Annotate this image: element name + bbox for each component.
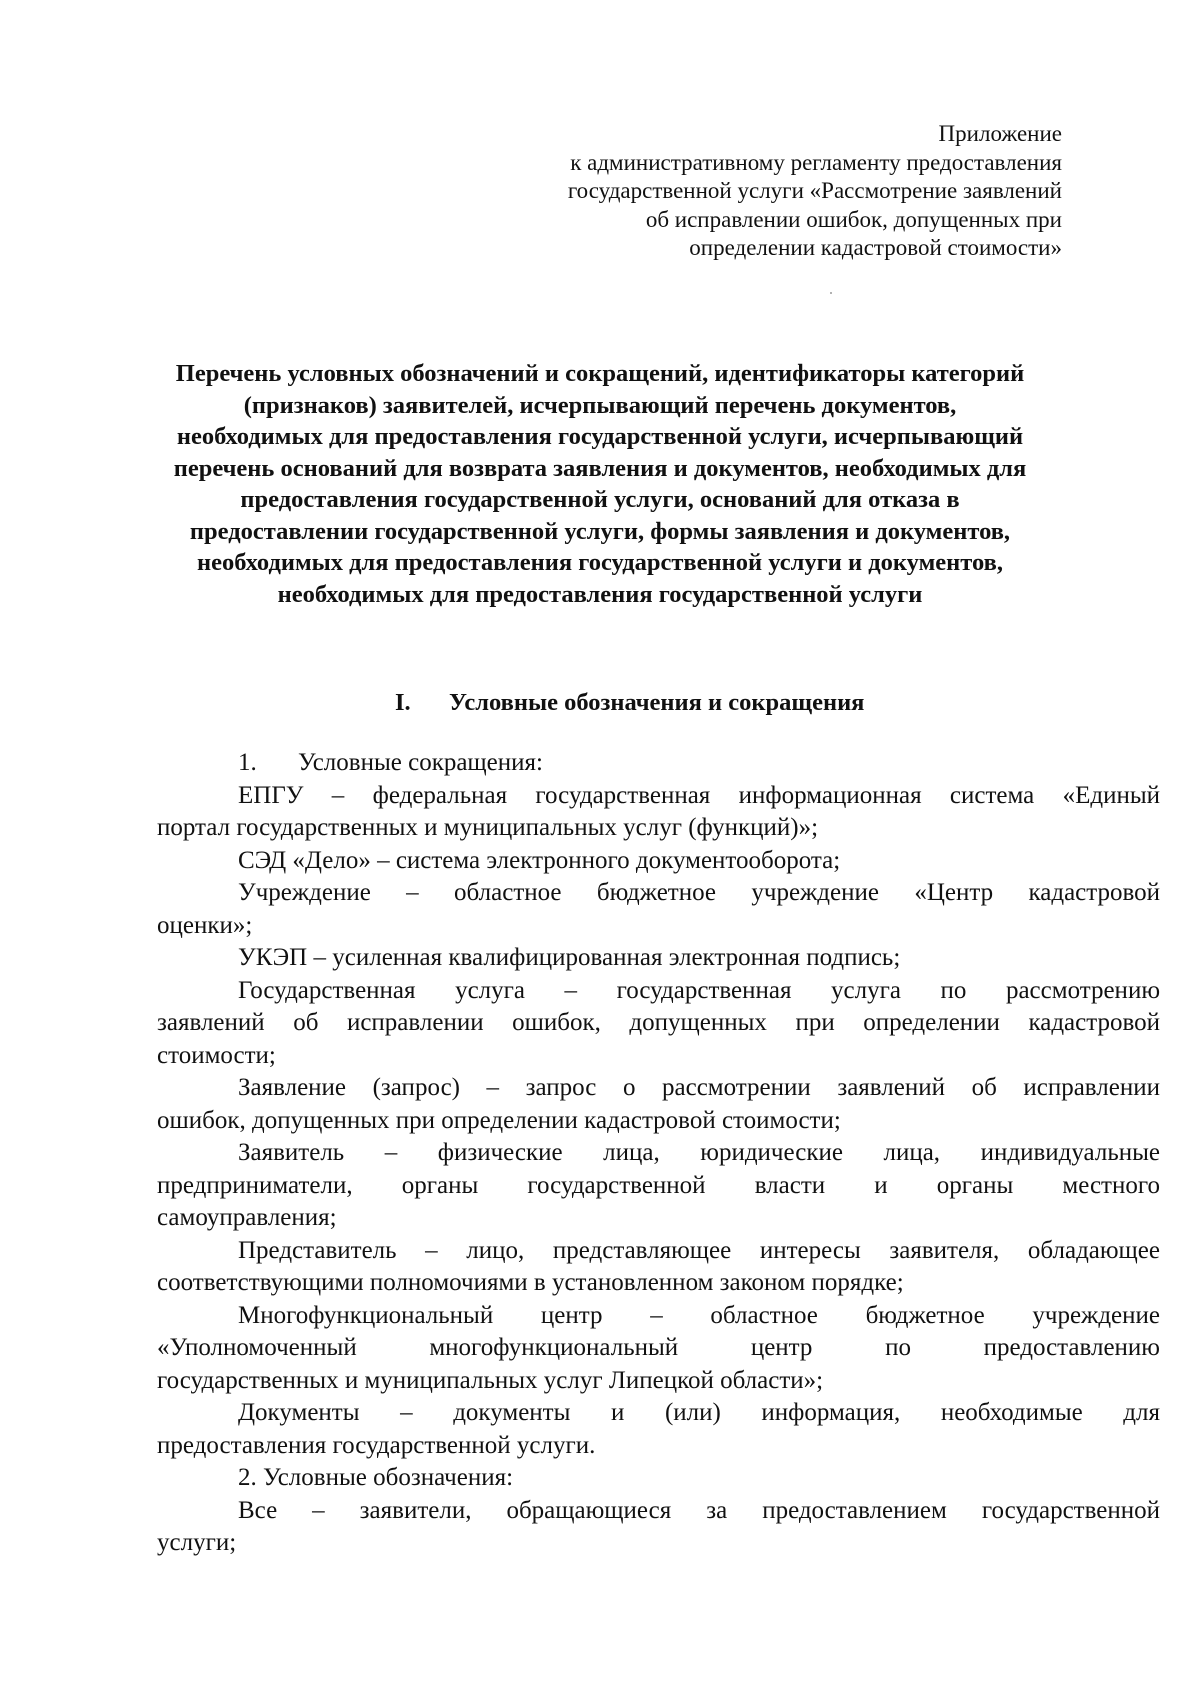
- appendix-line: определении кадастровой стоимости»: [689, 235, 1062, 260]
- definition-line: оценки»;: [157, 911, 253, 939]
- definition-line: Заявитель – физические лица, юридические лица, индивидуальные: [238, 1139, 1160, 1166]
- definition-mfc: [157, 1300, 1160, 1398]
- document-body: [157, 747, 1160, 1560]
- definition-line: соответствующими полномочиями в установленном законом порядке;: [157, 1269, 904, 1296]
- section-title: Условные обозначения и сокращения: [449, 689, 865, 716]
- definition-line: Представитель – лицо, представляющее интересы заявителя, обладающее: [238, 1236, 1160, 1264]
- definition-line: УКЭП – усиленная квалифицированная электронная подпись;: [238, 944, 901, 971]
- definition-dokumenty: [157, 1397, 1160, 1462]
- item-1-label: Условные сокращения:: [298, 749, 543, 776]
- definition-line: Многофункциональный центр – областное бюджетное учреждение: [238, 1301, 1160, 1329]
- definition-line: Заявление (запрос) – запрос о рассмотрении заявлений об исправлении: [238, 1074, 1160, 1101]
- definition-line: Документы – документы и (или) информация, необходимые для: [238, 1399, 1160, 1426]
- definition-line: услуги;: [157, 1529, 237, 1556]
- definition-line: предоставления государственной услуги.: [157, 1431, 596, 1459]
- title-line: предоставления государственной услуги, оснований для отказа в: [240, 486, 960, 513]
- title-line: (признаков) заявителей, исчерпывающий перечень документов,: [243, 391, 957, 419]
- title-line: перечень оснований для возврата заявления и документов, необходимых для: [173, 454, 1027, 482]
- title-line: необходимых для предоставления государственной услуги, исчерпывающий: [176, 423, 1024, 450]
- definition-line: ошибок, допущенных при определении кадастровой стоимости;: [157, 1106, 841, 1134]
- document-title: [150, 358, 1050, 610]
- appendix-line: к административному регламенту предоставления: [570, 149, 1062, 175]
- definition-line: портал государственных и муниципальных услуг (функций)»;: [157, 814, 819, 841]
- definition-epgu: [157, 780, 1160, 845]
- item-2-heading: 2. Условные обозначения:: [238, 1464, 514, 1491]
- section-number: I.: [395, 689, 411, 716]
- scan-speck: [830, 292, 832, 294]
- appendix-line: Приложение: [938, 121, 1062, 146]
- definition-line: ЕПГУ – федеральная государственная информационная система «Единый: [238, 781, 1160, 809]
- definition-sed: [157, 845, 1160, 878]
- definition-line: Все – заявители, обращающиеся за предоставлением государственной: [238, 1496, 1160, 1524]
- definition-uchrezhdenie: [157, 877, 1160, 942]
- definition-line: самоуправления;: [157, 1204, 337, 1231]
- definition-gosusluga: [157, 975, 1160, 1073]
- definition-line: Учреждение – областное бюджетное учреждение «Центр кадастровой: [238, 879, 1160, 906]
- definition-line: «Уполномоченный многофункциональный центр по предоставлению: [157, 1334, 1160, 1361]
- definition-zayavitel: [157, 1137, 1160, 1235]
- title-line: необходимых для предоставления государственной услуги: [277, 580, 923, 608]
- definition-ukep: [157, 942, 1160, 975]
- item-1-number: 1.: [238, 749, 257, 776]
- definition-line: заявлений об исправлении ошибок, допущенных при определении кадастровой: [157, 1009, 1160, 1036]
- title-line: Перечень условных обозначений и сокращений, идентификаторы категорий: [175, 360, 1025, 387]
- title-line: необходимых для предоставления государственной услуги и документов,: [197, 549, 1003, 576]
- definition-predstavitel: [157, 1235, 1160, 1300]
- appendix-line: государственной услуги «Рассмотрение заявлений: [567, 178, 1062, 203]
- item-1-heading: [157, 747, 1160, 780]
- definition-line: предприниматели, органы государственной власти и органы местного: [157, 1171, 1160, 1199]
- definition-line: стоимости;: [157, 1041, 276, 1069]
- definition-line: СЭД «Дело» – система электронного документооборота;: [238, 846, 841, 874]
- definition-line: государственных и муниципальных услуг Липецкой области»;: [157, 1366, 824, 1394]
- definition-zayavlenie: [157, 1072, 1160, 1137]
- definition-line: Государственная услуга – государственная услуга по рассмотрению: [238, 976, 1160, 1004]
- appendix-header: [462, 120, 1062, 263]
- definition-vse: [157, 1495, 1160, 1560]
- title-line: предоставлении государственной услуги, формы заявления и документов,: [189, 517, 1011, 545]
- appendix-line: об исправлении ошибок, допущенных при: [645, 206, 1062, 232]
